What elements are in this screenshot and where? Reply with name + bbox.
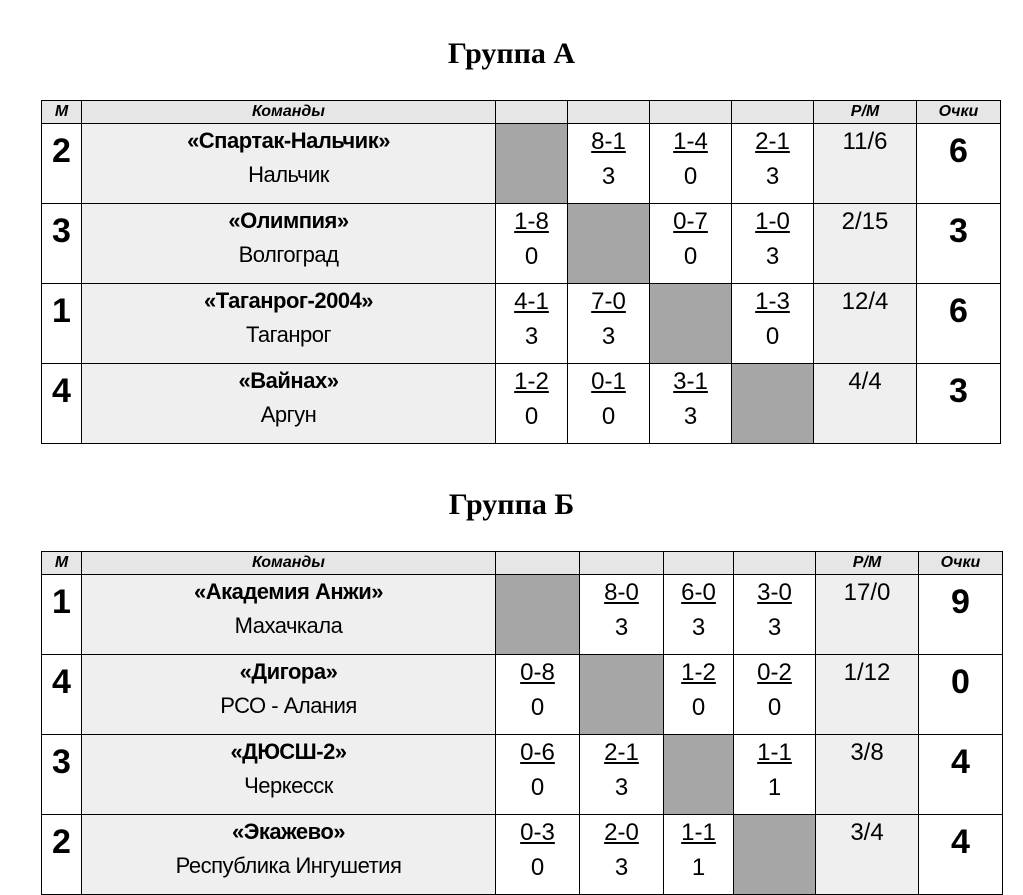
group-a-title: Группа А bbox=[447, 37, 576, 70]
match-points: 3 bbox=[524, 323, 539, 350]
match-score: 2-0 bbox=[604, 819, 639, 846]
goal-ratio: 3/4 bbox=[816, 815, 919, 895]
goal-ratio: 11/6 bbox=[814, 124, 917, 204]
match-score: 8-1 bbox=[591, 128, 626, 155]
match-score: 0-8 bbox=[520, 659, 555, 686]
team-name: «ДЮСШ-2» bbox=[230, 739, 347, 764]
match-result-cell bbox=[734, 655, 816, 735]
goal-ratio: 4/4 bbox=[814, 364, 917, 444]
team-city: Республика Ингушетия bbox=[175, 853, 402, 878]
header-goal-ratio: Р/М bbox=[816, 552, 919, 575]
team-name: «Вайнах» bbox=[238, 368, 339, 393]
team-row bbox=[42, 124, 1001, 204]
place-number: 1 bbox=[42, 575, 82, 655]
team-name: «Экажево» bbox=[231, 819, 346, 844]
match-score: 0-6 bbox=[520, 739, 555, 766]
match-score: 3-0 bbox=[757, 579, 792, 606]
team-city: Черкесск bbox=[244, 773, 333, 798]
match-result-cell bbox=[732, 124, 814, 204]
total-points: 4 bbox=[919, 815, 1003, 895]
match-points: 0 bbox=[767, 694, 782, 721]
header-opponent-cell bbox=[496, 101, 568, 124]
match-result-cell bbox=[496, 284, 568, 364]
match-points: 1 bbox=[691, 854, 706, 881]
match-result-cell bbox=[650, 364, 732, 444]
self-match-cell bbox=[580, 655, 664, 735]
match-points: 3 bbox=[614, 774, 629, 801]
header-teams: Команды bbox=[82, 552, 496, 575]
header-opponent-cell bbox=[664, 552, 734, 575]
goal-ratio: 3/8 bbox=[816, 735, 919, 815]
match-result-cell bbox=[650, 124, 732, 204]
match-result-cell bbox=[734, 575, 816, 655]
match-points: 0 bbox=[530, 854, 545, 881]
match-points: 3 bbox=[765, 163, 780, 190]
match-score: 8-0 bbox=[604, 579, 639, 606]
match-score: 2-1 bbox=[755, 128, 790, 155]
match-result-cell bbox=[568, 124, 650, 204]
match-score: 1-8 bbox=[514, 208, 549, 235]
header-points: Очки bbox=[919, 552, 1003, 575]
header-opponent-cell bbox=[496, 552, 580, 575]
total-points: 9 bbox=[919, 575, 1003, 655]
place-number: 4 bbox=[42, 655, 82, 735]
table-header-row bbox=[42, 101, 1001, 124]
team-name: «Дигора» bbox=[239, 659, 338, 684]
team-city: Таганрог bbox=[245, 322, 332, 347]
match-result-cell bbox=[664, 655, 734, 735]
self-match-cell bbox=[734, 815, 816, 895]
match-points: 0 bbox=[530, 774, 545, 801]
match-score: 7-0 bbox=[591, 288, 626, 315]
match-points: 3 bbox=[765, 243, 780, 270]
match-score: 1-1 bbox=[681, 819, 716, 846]
team-row bbox=[42, 815, 1003, 895]
match-points: 0 bbox=[691, 694, 706, 721]
total-points: 3 bbox=[917, 364, 1001, 444]
match-points: 0 bbox=[524, 243, 539, 270]
team-cell bbox=[82, 735, 496, 815]
match-result-cell bbox=[580, 815, 664, 895]
match-score: 3-1 bbox=[673, 368, 708, 395]
team-name: «Таганрог-2004» bbox=[203, 288, 374, 313]
match-score: 1-4 bbox=[673, 128, 708, 155]
match-points: 3 bbox=[767, 614, 782, 641]
match-score: 0-1 bbox=[591, 368, 626, 395]
match-result-cell bbox=[496, 204, 568, 284]
self-match-cell bbox=[568, 204, 650, 284]
total-points: 6 bbox=[917, 124, 1001, 204]
match-points: 0 bbox=[601, 403, 616, 430]
team-city: Аргун bbox=[260, 402, 317, 427]
header-opponent-cell bbox=[650, 101, 732, 124]
match-points: 3 bbox=[683, 403, 698, 430]
match-score: 0-3 bbox=[520, 819, 555, 846]
match-result-cell bbox=[496, 364, 568, 444]
total-points: 6 bbox=[917, 284, 1001, 364]
team-city: РСО - Алания bbox=[220, 693, 357, 718]
match-points: 3 bbox=[614, 614, 629, 641]
place-number: 2 bbox=[42, 124, 82, 204]
total-points: 4 bbox=[919, 735, 1003, 815]
team-city: Волгоград bbox=[238, 242, 339, 267]
group-a-table bbox=[41, 100, 1001, 444]
match-result-cell bbox=[496, 735, 580, 815]
match-result-cell bbox=[732, 284, 814, 364]
header-place: М bbox=[42, 101, 82, 124]
match-score: 4-1 bbox=[514, 288, 549, 315]
match-points: 0 bbox=[524, 403, 539, 430]
header-opponent-cell bbox=[732, 101, 814, 124]
goal-ratio: 2/15 bbox=[814, 204, 917, 284]
match-score: 1-3 bbox=[755, 288, 790, 315]
match-score: 1-2 bbox=[514, 368, 549, 395]
match-result-cell bbox=[664, 575, 734, 655]
header-opponent-cell bbox=[568, 101, 650, 124]
self-match-cell bbox=[496, 124, 568, 204]
team-name: «Академия Анжи» bbox=[193, 579, 384, 604]
match-points: 3 bbox=[601, 323, 616, 350]
team-cell bbox=[82, 284, 496, 364]
total-points: 0 bbox=[919, 655, 1003, 735]
match-result-cell bbox=[734, 735, 816, 815]
header-opponent-cell bbox=[580, 552, 664, 575]
match-score: 1-0 bbox=[755, 208, 790, 235]
place-number: 3 bbox=[42, 735, 82, 815]
match-points: 0 bbox=[683, 243, 698, 270]
goal-ratio: 1/12 bbox=[816, 655, 919, 735]
match-result-cell bbox=[664, 815, 734, 895]
match-result-cell bbox=[496, 655, 580, 735]
header-teams: Команды bbox=[82, 101, 496, 124]
match-score: 0-7 bbox=[673, 208, 708, 235]
team-cell bbox=[82, 575, 496, 655]
header-goal-ratio: Р/М bbox=[814, 101, 917, 124]
place-number: 2 bbox=[42, 815, 82, 895]
group-b-title: Группа Б bbox=[448, 488, 575, 521]
self-match-cell bbox=[664, 735, 734, 815]
header-place: М bbox=[42, 552, 82, 575]
team-cell bbox=[82, 655, 496, 735]
match-points: 0 bbox=[683, 163, 698, 190]
match-points: 3 bbox=[601, 163, 616, 190]
match-score: 1-2 bbox=[681, 659, 716, 686]
team-row bbox=[42, 364, 1001, 444]
group-b-table bbox=[41, 551, 1003, 895]
match-points: 3 bbox=[691, 614, 706, 641]
self-match-cell bbox=[650, 284, 732, 364]
team-row bbox=[42, 575, 1003, 655]
total-points: 3 bbox=[917, 204, 1001, 284]
match-score: 6-0 bbox=[681, 579, 716, 606]
header-opponent-cell bbox=[734, 552, 816, 575]
match-result-cell bbox=[568, 364, 650, 444]
self-match-cell bbox=[496, 575, 580, 655]
team-cell bbox=[82, 124, 496, 204]
match-points: 0 bbox=[530, 694, 545, 721]
match-points: 3 bbox=[614, 854, 629, 881]
team-cell bbox=[82, 204, 496, 284]
match-score: 0-2 bbox=[757, 659, 792, 686]
match-result-cell bbox=[580, 575, 664, 655]
header-points: Очки bbox=[917, 101, 1001, 124]
match-score: 2-1 bbox=[604, 739, 639, 766]
place-number: 4 bbox=[42, 364, 82, 444]
team-cell bbox=[82, 364, 496, 444]
self-match-cell bbox=[732, 364, 814, 444]
team-row bbox=[42, 735, 1003, 815]
match-result-cell bbox=[650, 204, 732, 284]
match-points: 1 bbox=[767, 774, 782, 801]
match-result-cell bbox=[568, 284, 650, 364]
match-points: 0 bbox=[765, 323, 780, 350]
team-cell bbox=[82, 815, 496, 895]
goal-ratio: 12/4 bbox=[814, 284, 917, 364]
table-header-row bbox=[42, 552, 1003, 575]
team-row bbox=[42, 284, 1001, 364]
place-number: 3 bbox=[42, 204, 82, 284]
place-number: 1 bbox=[42, 284, 82, 364]
team-row bbox=[42, 204, 1001, 284]
match-result-cell bbox=[732, 204, 814, 284]
match-result-cell bbox=[580, 735, 664, 815]
team-city: Нальчик bbox=[248, 162, 329, 187]
team-city: Махачкала bbox=[234, 613, 343, 638]
match-score: 1-1 bbox=[757, 739, 792, 766]
match-result-cell bbox=[496, 815, 580, 895]
team-row bbox=[42, 655, 1003, 735]
team-name: «Олимпия» bbox=[228, 208, 349, 233]
goal-ratio: 17/0 bbox=[816, 575, 919, 655]
team-name: «Спартак-Нальчик» bbox=[187, 128, 390, 153]
